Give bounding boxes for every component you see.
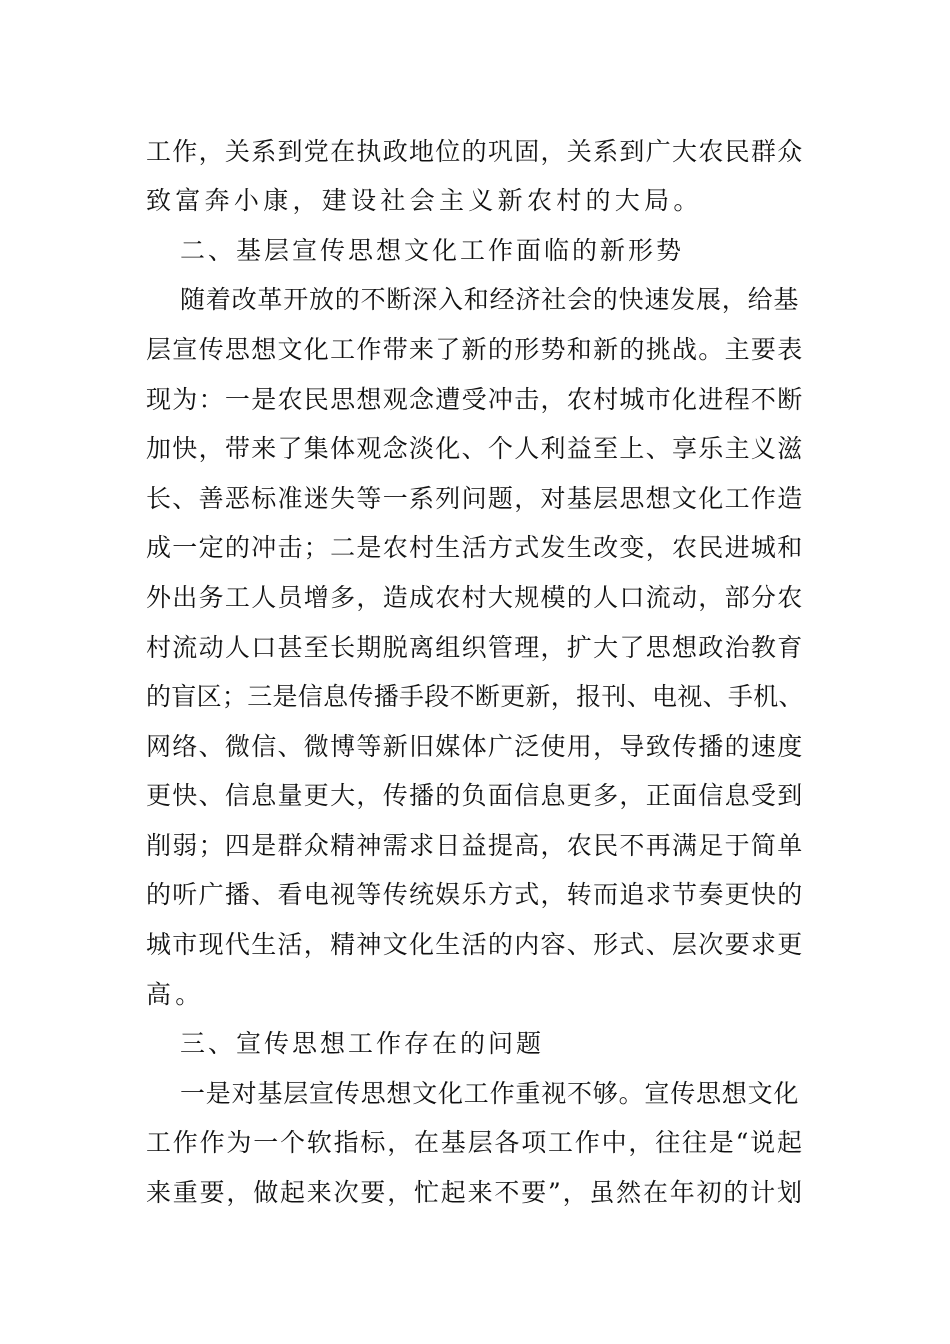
- text-line: 层宣传思想文化工作带来了新的形势和新的挑战。主要表: [146, 335, 804, 364]
- text-line: 网络、微信、微博等新旧媒体广泛使用，导致传播的速度: [146, 732, 804, 761]
- text-line: 外出务工人员增多，造成农村大规模的人口流动，部分农: [146, 583, 804, 612]
- text-line: 致富奔小康，建设社会主义新农村的大局。: [146, 186, 703, 215]
- text-line: 一是对基层宣传思想文化工作重视不够。宣传思想文化: [180, 1079, 800, 1108]
- text-line: 的盲区；三是信息传播手段不断更新，报刊、电视、手机、: [146, 682, 804, 711]
- text-line: 现为：一是农民思想观念遭受冲击，农村城市化进程不断: [146, 385, 804, 414]
- text-line: 削弱；四是群众精神需求日益提高，农民不再满足于简单: [146, 831, 804, 860]
- section-heading: 二、基层宣传思想文化工作面临的新形势: [180, 236, 685, 265]
- section-heading: 三、宣传思想工作存在的问题: [180, 1029, 545, 1058]
- text-line: 城市现代生活，精神文化生活的内容、形式、层次要求更: [146, 930, 804, 959]
- text-line: 加快，带来了集体观念淡化、个人利益至上、享乐主义滋: [146, 434, 804, 463]
- text-line: 村流动人口甚至长期脱离组织管理，扩大了思想政治教育: [146, 633, 804, 662]
- text-line: 高。: [146, 980, 205, 1009]
- text-line: 成一定的冲击；二是农村生活方式发生改变，农民进城和: [146, 533, 804, 562]
- text-line: 长、善恶标准迷失等一系列问题，对基层思想文化工作造: [146, 484, 804, 513]
- text-line: 更快、信息量更大，传播的负面信息更多，正面信息受到: [146, 781, 804, 810]
- text-line: 随着改革开放的不断深入和经济社会的快速发展，给基: [180, 285, 800, 314]
- text-line: 工作作为一个软指标，在基层各项工作中，往往是“说起: [146, 1128, 804, 1157]
- text-line: 工作，关系到党在执政地位的巩固，关系到广大农民群众: [146, 137, 804, 166]
- text-line: 来重要，做起来次要，忙起来不要”，虽然在年初的计划: [146, 1178, 804, 1207]
- text-line: 的听广播、看电视等传统娱乐方式，转而追求节奏更快的: [146, 880, 804, 909]
